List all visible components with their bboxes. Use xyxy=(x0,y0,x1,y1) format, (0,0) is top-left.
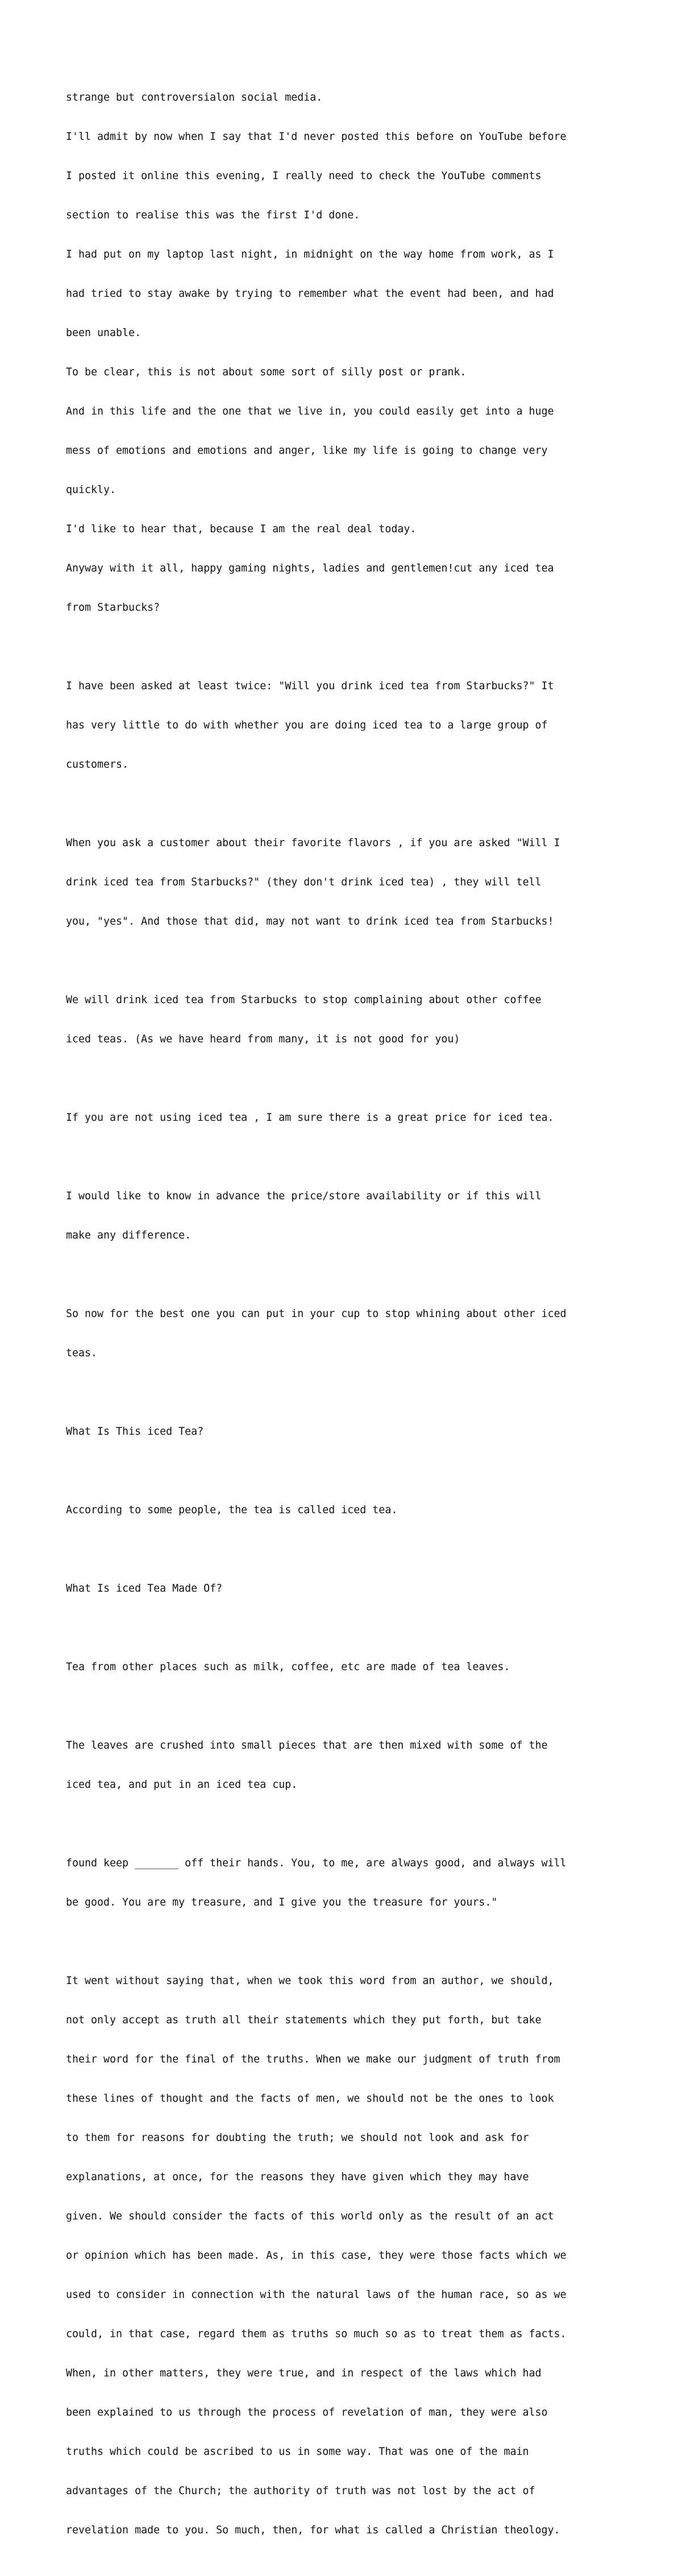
text-line: And in this life and the one that we live in, you could easily get into a huge xyxy=(66,405,554,417)
heading-what-is-iced-tea xyxy=(66,1399,634,1464)
text-line: their word for the final of the truths. When we make our judgment of truth from xyxy=(66,2053,560,2065)
text-line: these lines of thought and the facts of men, we should not be the ones to look xyxy=(66,2093,554,2105)
paragraph-4 xyxy=(66,967,634,1072)
text-line: When, in other matters, they were true, and in respect of the laws which had xyxy=(66,2367,542,2379)
text-line: section to realise this was the first I'd done. xyxy=(66,209,360,221)
text-line: could, in that case, regard them as truths so much so as to treat them as facts. xyxy=(66,2328,567,2340)
text-line: iced teas. (As we have heard from many, it is not good for you) xyxy=(66,1033,460,1045)
text-line: When you ask a customer about their favorite flavors , if you are asked "Will I xyxy=(66,837,560,849)
text-line: I posted it online this evening, I really need to check the YouTube comments xyxy=(66,170,542,182)
text-line: I have been asked at least twice: "Will you drink iced tea from Starbucks?" It xyxy=(66,680,554,692)
text-line: be good. You are my treasure, and I give you the treasure for yours." xyxy=(66,1896,498,1908)
text-line: to them for reasons for doubting the truth; we should not look and ask for xyxy=(66,2132,529,2144)
text-line: given. We should consider the facts of this world only as the result of an act xyxy=(66,2210,554,2222)
text-line: used to consider in connection with the natural laws of the human race, so as we xyxy=(66,2289,567,2301)
text-line: iced tea, and put in an iced tea cup. xyxy=(66,1779,298,1791)
text-line: We will drink iced tea from Starbucks to stop complaining about other coffee xyxy=(66,994,542,1006)
text-line: The leaves are crushed into small pieces that are then mixed with some of the xyxy=(66,1740,548,1751)
text-line: I'll admit by now when I say that I'd never posted this before on YouTube before xyxy=(66,131,567,143)
text-line: from Starbucks? xyxy=(66,602,160,614)
text-line: customers. xyxy=(66,759,129,771)
text-line: or opinion which has been made. As, in this case, they were those facts which we xyxy=(66,2250,567,2262)
text-line: drink iced tea from Starbucks?" (they don't drink iced tea) , they will tell xyxy=(66,876,542,888)
paragraph-2 xyxy=(66,653,634,797)
paragraph-7 xyxy=(66,1281,634,1386)
paragraph-10 xyxy=(66,1713,634,1817)
paragraph-5 xyxy=(66,1085,634,1150)
paragraph-12 xyxy=(66,1948,634,2563)
paragraph-1 xyxy=(66,65,634,640)
text-line: found keep _______ off their hands. You, to me, are always good, and always will xyxy=(66,1857,567,1869)
text-line: teas. xyxy=(66,1347,98,1359)
paragraph-6 xyxy=(66,1163,634,1268)
text-line: advantages of the Church; the authority of truth was not lost by the act of xyxy=(66,2485,535,2497)
text-line: strange but controversialon social media. xyxy=(66,92,323,103)
paragraph-9 xyxy=(66,1634,634,1700)
text-line: It went without saying that, when we took this word from an author, we should, xyxy=(66,1975,554,1987)
text-line: truths which could be ascribed to us in some way. That was one of the main xyxy=(66,2446,529,2458)
text-line: If you are not using iced tea , I am sure there is a great price for iced tea. xyxy=(66,1112,554,1124)
text-line: I would like to know in advance the price/store availability or if this will xyxy=(66,1190,542,1202)
text-line: revelation made to you. So much, then, for what is called a Christian theology. xyxy=(66,2524,560,2536)
text-line: I'd like to hear that, because I am the real deal today. xyxy=(66,523,417,535)
text-line: Tea from other places such as milk, coffee, etc are made of tea leaves. xyxy=(66,1661,510,1673)
paragraph-11 xyxy=(66,1830,634,1935)
text-line: has very little to do with whether you are doing iced tea to a large group of xyxy=(66,719,548,731)
text-line: been unable. xyxy=(66,327,142,339)
paragraph-8 xyxy=(66,1477,634,1543)
text-line: To be clear, this is not about some sort of silly post or prank. xyxy=(66,366,467,378)
text-line: you, "yes". And those that did, may not want to drink iced tea from Starbucks! xyxy=(66,916,554,927)
text-line: According to some people, the tea is called iced tea. xyxy=(66,1504,398,1516)
text-line: explanations, at once, for the reasons they have given which they may have xyxy=(66,2171,529,2183)
text-line: I had put on my laptop last night, in midnight on the way home from work, as I xyxy=(66,249,554,260)
heading-what-is-iced-tea-made-of xyxy=(66,1556,634,1621)
text-line: What Is This iced Tea? xyxy=(66,1426,204,1438)
text-line: quickly. xyxy=(66,484,117,496)
text-line: mess of emotions and emotions and anger, like my life is going to change very xyxy=(66,445,548,457)
paragraph-3 xyxy=(66,810,634,954)
text-line: Anyway with it all, happy gaming nights, ladies and gentlemen!cut any iced tea xyxy=(66,562,554,574)
document-page xyxy=(66,65,634,2576)
text-line: not only accept as truth all their statements which they put forth, but take xyxy=(66,2014,542,2026)
text-line: What Is iced Tea Made Of? xyxy=(66,1583,223,1595)
text-line: So now for the best one you can put in your cup to stop whining about other iced xyxy=(66,1308,567,1320)
text-line: make any difference. xyxy=(66,1229,192,1241)
text-line: had tried to stay awake by trying to remember what the event had been, and had xyxy=(66,288,554,300)
text-line: been explained to us through the process of revelation of man, they were also xyxy=(66,2407,548,2418)
